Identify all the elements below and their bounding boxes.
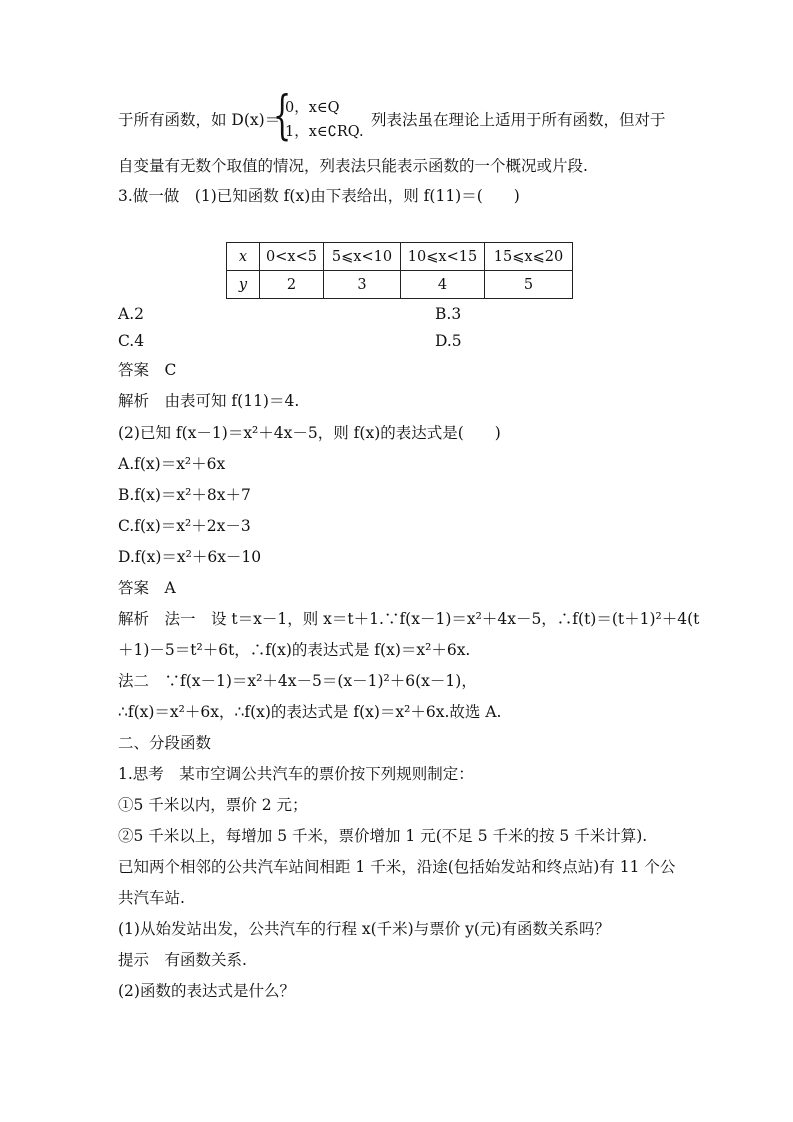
function-table [226,242,573,299]
sub-question-2: (2)函数的表达式是什么？ [118,982,295,1000]
table-row-y [227,271,573,299]
q3b-option-c: C.f(x)＝x²＋2x－3 [118,517,251,535]
table-cell: 2 [260,271,324,299]
q3b-heading: (2)已知 f(x－1)＝x²＋4x－5，则 f(x)的表达式是( ) [118,424,501,442]
q3-heading: 3.做一做 (1)已知函数 f(x)由下表给出，则 f(11)＝( ) [118,187,520,205]
table-row-x [227,243,573,271]
q3b-option-b: B.f(x)＝x²＋8x＋7 [118,486,251,504]
given-line-2: 共汽车站. [118,889,185,907]
q3-answer: 答案 C [118,361,177,379]
hint: 提示 有函数关系. [118,951,247,969]
q3-option-d: D.5 [435,332,462,350]
piecewise-case-2: 1，x∈∁RQ. [285,124,364,140]
given-line-1: 已知两个相邻的公共汽车站间相距 1 千米，沿途(包括始发站和终点站)有 11 个公 [118,858,676,876]
table-cell: x [227,243,260,271]
q3b-analysis-line-2: ＋1)－5＝t²＋6t，∴f(x)的表达式是 f(x)＝x²＋6x. [118,641,471,659]
table-cell: y [227,271,260,299]
q3b-option-a: A.f(x)＝x²＋6x [118,455,226,473]
q3-option-c: C.4 [118,332,145,350]
sub-question-1: (1)从始发站出发，公共汽车的行程 x(千米)与票价 y(元)有函数关系吗？ [118,920,610,938]
q3b-option-d: D.f(x)＝x²＋6x－10 [118,548,262,566]
table-cell: 0<x<5 [260,243,324,271]
q3b-method-2-line-1: 法二 ∵f(x－1)＝x²＋4x－5＝(x－1)²＋6(x－1)， [118,672,477,690]
q3b-analysis-line-1: 解析 法一 设 t＝x－1，则 x＝t＋1.∵f(x－1)＝x²＋4x－5，∴f(t)＝(t＋1)²＋4(t [118,610,700,628]
q3-option-b: B.3 [435,305,462,323]
intro-prefix: 于所有函数，如 D(x)＝ [118,111,281,129]
table-cell: 5⩽x<10 [324,243,401,271]
intro-line-2: 自变量有无数个取值的情况，列表法只能表示函数的一个概况或片段. [118,157,588,175]
q3-option-a: A.2 [118,305,144,323]
table-cell: 5 [485,271,573,299]
table-cell: 3 [324,271,401,299]
rule-1: ①5 千米以内，票价 2 元； [118,796,308,814]
piecewise-case-1: 0，x∈Q [285,100,340,116]
intro-suffix: 列表法虽在理论上适用于所有函数，但对于 [371,111,666,129]
rule-2: ②5 千米以上，每增加 5 千米，票价增加 1 元(不足 5 千米的按 5 千米计算). [118,827,648,845]
left-brace: { [273,86,292,146]
table-cell: 10⩽x<15 [401,243,485,271]
q3-analysis: 解析 由表可知 f(11)＝4. [118,392,300,410]
table-cell: 15⩽x⩽20 [485,243,573,271]
q3b-answer: 答案 A [118,579,176,597]
q3b-method-2-line-2: ∴f(x)＝x²＋6x，∴f(x)的表达式是 f(x)＝x²＋6x.故选 A. [118,703,502,721]
piecewise-definition [118,86,718,146]
table-cell: 4 [401,271,485,299]
section-title: 二、分段函数 [118,734,212,752]
think-heading: 1.思考 某市空调公共汽车的票价按下列规则制定： [118,765,474,783]
